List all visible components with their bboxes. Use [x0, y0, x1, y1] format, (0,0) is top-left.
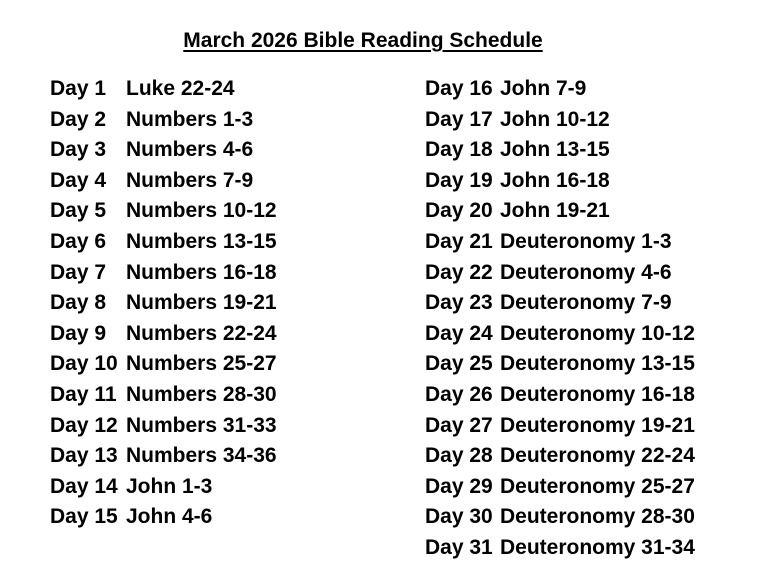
reading-passage: John 16-18: [500, 168, 610, 192]
reading-passage: Numbers 25-27: [126, 352, 277, 376]
reading-passage: Deuteronomy 1-3: [500, 229, 672, 253]
reading-passage: Deuteronomy 10-12: [500, 321, 695, 345]
reading-passage: Numbers 34-36: [126, 444, 277, 468]
reading-passage: Numbers 28-30: [126, 382, 277, 406]
day-label: Day 29: [425, 474, 493, 498]
day-label: Day 25: [425, 352, 493, 376]
schedule-entry: [425, 166, 695, 197]
schedule-entry: [50, 349, 277, 380]
schedule-entry: [50, 472, 277, 503]
reading-passage: Deuteronomy 4-6: [500, 260, 672, 284]
schedule-entry: [425, 258, 695, 289]
reading-passage: Numbers 16-18: [126, 260, 277, 284]
schedule-entry: [50, 411, 277, 442]
reading-passage: Numbers 22-24: [126, 321, 277, 345]
reading-passage: John 13-15: [500, 138, 610, 162]
schedule-entry: [425, 533, 695, 564]
reading-passage: Numbers 1-3: [126, 107, 254, 131]
schedule-entry: [425, 319, 695, 350]
schedule-entry: [425, 227, 695, 258]
day-label: Day 31: [425, 535, 493, 559]
schedule-entry: [50, 74, 277, 105]
day-label: Day 2: [50, 107, 107, 131]
schedule-entry: [50, 258, 277, 289]
day-label: Day 7: [50, 260, 107, 284]
reading-passage: Numbers 10-12: [126, 199, 277, 223]
reading-passage: Deuteronomy 7-9: [500, 291, 672, 315]
schedule-entry: [425, 74, 695, 105]
day-label: Day 14: [50, 474, 118, 498]
day-label: Day 11: [50, 382, 117, 406]
page-title: March 2026 Bible Reading Schedule: [183, 29, 543, 52]
schedule-entry: [425, 411, 695, 442]
day-label: Day 4: [50, 168, 107, 192]
schedule-entry: [425, 502, 695, 533]
schedule-entry: [50, 105, 277, 136]
day-label: Day 1: [50, 77, 107, 100]
reading-passage: Deuteronomy 16-18: [500, 382, 695, 406]
day-label: Day 12: [50, 413, 118, 437]
schedule-entry: [425, 380, 695, 411]
day-label: Day 27: [425, 413, 493, 437]
day-label: Day 16: [425, 77, 493, 100]
reading-passage: Deuteronomy 22-24: [500, 444, 695, 468]
reading-passage: Deuteronomy 28-30: [500, 505, 695, 529]
schedule-entry: [50, 380, 277, 411]
day-label: Day 24: [425, 321, 493, 345]
schedule-entry: [425, 135, 695, 166]
reading-passage: John 7-9: [500, 77, 587, 100]
schedule-entry: [50, 502, 277, 533]
day-label: Day 18: [425, 138, 493, 162]
schedule-entry: [425, 349, 695, 380]
schedule-entry: [425, 441, 695, 472]
day-label: Day 9: [50, 321, 107, 345]
reading-passage: Numbers 19-21: [126, 291, 277, 315]
day-label: Day 5: [50, 199, 107, 223]
reading-passage: Numbers 31-33: [126, 413, 277, 437]
reading-passage: Deuteronomy 19-21: [500, 413, 695, 437]
schedule-entry: [425, 196, 695, 227]
schedule-entry: [50, 166, 277, 197]
schedule-entry: [50, 288, 277, 319]
schedule-entry: [425, 288, 695, 319]
day-label: Day 30: [425, 505, 493, 529]
reading-passage: Numbers 13-15: [126, 229, 277, 253]
day-label: Day 23: [425, 291, 493, 315]
day-label: Day 22: [425, 260, 493, 284]
schedule-entry: [425, 472, 695, 503]
reading-passage: Deuteronomy 25-27: [500, 474, 695, 498]
schedule-entry: [50, 441, 277, 472]
schedule-entry: [50, 196, 277, 227]
day-label: Day 21: [425, 229, 493, 253]
day-label: Day 20: [425, 199, 493, 223]
day-label: Day 10: [50, 352, 118, 376]
day-label: Day 19: [425, 168, 493, 192]
day-label: Day 17: [425, 107, 493, 131]
schedule-column-right: [425, 74, 695, 564]
day-label: Day 13: [50, 444, 118, 468]
reading-passage: John 19-21: [500, 199, 610, 223]
day-label: Day 15: [50, 505, 118, 529]
schedule-entry: [50, 227, 277, 258]
reading-passage: Numbers 4-6: [126, 138, 254, 162]
reading-passage: Luke 22-24: [126, 77, 235, 100]
reading-passage: Numbers 7-9: [126, 168, 254, 192]
schedule-entry: [50, 135, 277, 166]
day-label: Day 28: [425, 444, 493, 468]
day-label: Day 6: [50, 229, 107, 253]
day-label: Day 3: [50, 138, 107, 162]
schedule-entry: [50, 319, 277, 350]
reading-passage: Deuteronomy 31-34: [500, 535, 695, 559]
schedule-column-left: [50, 74, 277, 533]
reading-passage: John 1-3: [126, 474, 213, 498]
reading-passage: John 10-12: [500, 107, 610, 131]
day-label: Day 8: [50, 291, 107, 315]
reading-passage: John 4-6: [126, 505, 213, 529]
reading-passage: Deuteronomy 13-15: [500, 352, 695, 376]
schedule-entry: [425, 105, 695, 136]
day-label: Day 26: [425, 382, 493, 406]
